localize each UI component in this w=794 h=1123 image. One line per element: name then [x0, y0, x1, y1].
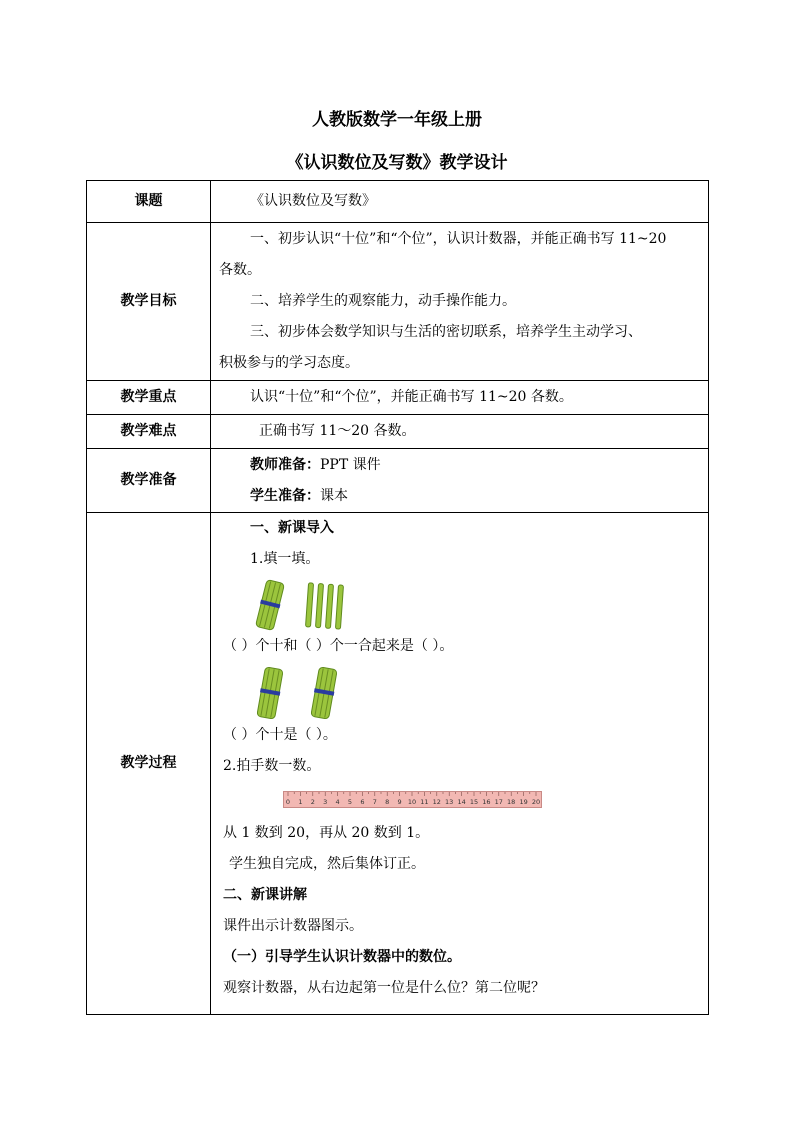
- ruler-figure: [219, 782, 702, 818]
- ruler-number: 4: [335, 798, 340, 806]
- single-sticks-icon: [303, 581, 347, 631]
- preparation-label: 教学准备: [87, 449, 211, 513]
- step-text: 2.拍手数一数。: [223, 758, 321, 774]
- ruler-number: 20: [531, 798, 541, 806]
- ruler-number: 13: [445, 798, 454, 806]
- subsection-heading: （一）引导学生认识计数器中的数位。: [223, 949, 461, 965]
- ruler-number: 9: [397, 798, 402, 806]
- ruler-number: 11: [420, 798, 429, 806]
- ruler-number: 18: [507, 798, 516, 806]
- ruler-number: 3: [323, 798, 328, 806]
- step-text: 1.填一填。: [250, 551, 320, 567]
- stick-bundle-icon: [255, 579, 285, 631]
- fill-blank-2: （ ）个十是（ ）。: [223, 727, 337, 743]
- difficulties-value: 正确书写 11～20 各数。: [211, 415, 709, 449]
- goal-line: 各数。: [219, 262, 261, 278]
- ruler-number: 8: [385, 798, 390, 806]
- ruler-number: 1: [298, 798, 303, 806]
- ruler-number: 6: [360, 798, 365, 806]
- ruler-number: 15: [469, 798, 479, 806]
- ruler-number: 7: [372, 798, 377, 806]
- row-topic: [87, 181, 709, 223]
- goals-content: [211, 223, 709, 381]
- ruler-number: 17: [494, 798, 503, 806]
- ruler-number: 10: [407, 798, 417, 806]
- courseware-text: 课件出示计数器图示。: [223, 918, 363, 934]
- ruler-number: 12: [432, 798, 441, 806]
- student-prep-label: 学生准备：: [250, 487, 320, 504]
- process-content: [211, 513, 709, 1015]
- teacher-prep-value: PPT 课件: [320, 456, 381, 473]
- ruler-number: 16: [482, 798, 491, 806]
- row-process: [87, 513, 709, 1015]
- key-points-label: 教学重点: [87, 381, 211, 415]
- goal-line: 积极参与的学习态度。: [219, 355, 359, 371]
- stick-bundle-icon: [309, 666, 339, 720]
- fill-blank-1: （ ）个十和（ ）个一合起来是（ ）。: [223, 638, 454, 654]
- count-text: 从 1 数到 20，再从 20 数到 1。: [223, 825, 430, 841]
- goal-line: 三、初步体会数学知识与生活的密切联系，培养学生主动学习、: [250, 324, 642, 340]
- row-preparation: [87, 449, 709, 513]
- section-heading: 二、新课讲解: [223, 887, 307, 903]
- ruler-number: 2: [310, 798, 315, 806]
- lesson-plan-table: [86, 180, 709, 1015]
- document-title: 人教版数学一年级上册: [312, 110, 482, 130]
- student-prep-value: 课本: [320, 487, 348, 504]
- process-label: 教学过程: [87, 513, 211, 1015]
- row-difficulties: [87, 415, 709, 449]
- ruler-number: 5: [347, 798, 353, 806]
- row-key-points: [87, 381, 709, 415]
- document-subtitle: 《认识数位及写数》教学设计: [286, 153, 508, 173]
- goal-line: 二、培养学生的观察能力，动手操作能力。: [250, 293, 516, 309]
- topic-label: 课题: [87, 181, 211, 223]
- ruler-number: 14: [457, 798, 466, 806]
- ruler-icon: [283, 790, 543, 810]
- ruler-number: 0: [285, 798, 291, 806]
- stick-bundle-icon: [255, 666, 285, 720]
- teacher-prep-label: 教师准备：: [250, 456, 320, 473]
- difficulties-label: 教学难点: [87, 415, 211, 449]
- preparation-content: [211, 449, 709, 513]
- section-heading: 一、新课导入: [250, 520, 334, 536]
- key-points-value: 认识“十位”和“个位”，并能正确书写 11~20 各数。: [211, 381, 709, 415]
- ruler-number: 19: [519, 798, 528, 806]
- student-work-text: 学生独自完成，然后集体订正。: [229, 856, 425, 872]
- goals-label: 教学目标: [87, 223, 211, 381]
- topic-value: 《认识数位及写数》: [211, 181, 709, 223]
- row-goals: [87, 223, 709, 381]
- sticks-figure-2: [219, 662, 702, 720]
- goal-line: 一、初步认识“十位”和“个位”，认识计数器，并能正确书写 11~20: [250, 231, 667, 247]
- sticks-figure-1: [219, 575, 702, 631]
- question-text: 观察计数器，从右边起第一位是什么位？第二位呢？: [223, 980, 545, 996]
